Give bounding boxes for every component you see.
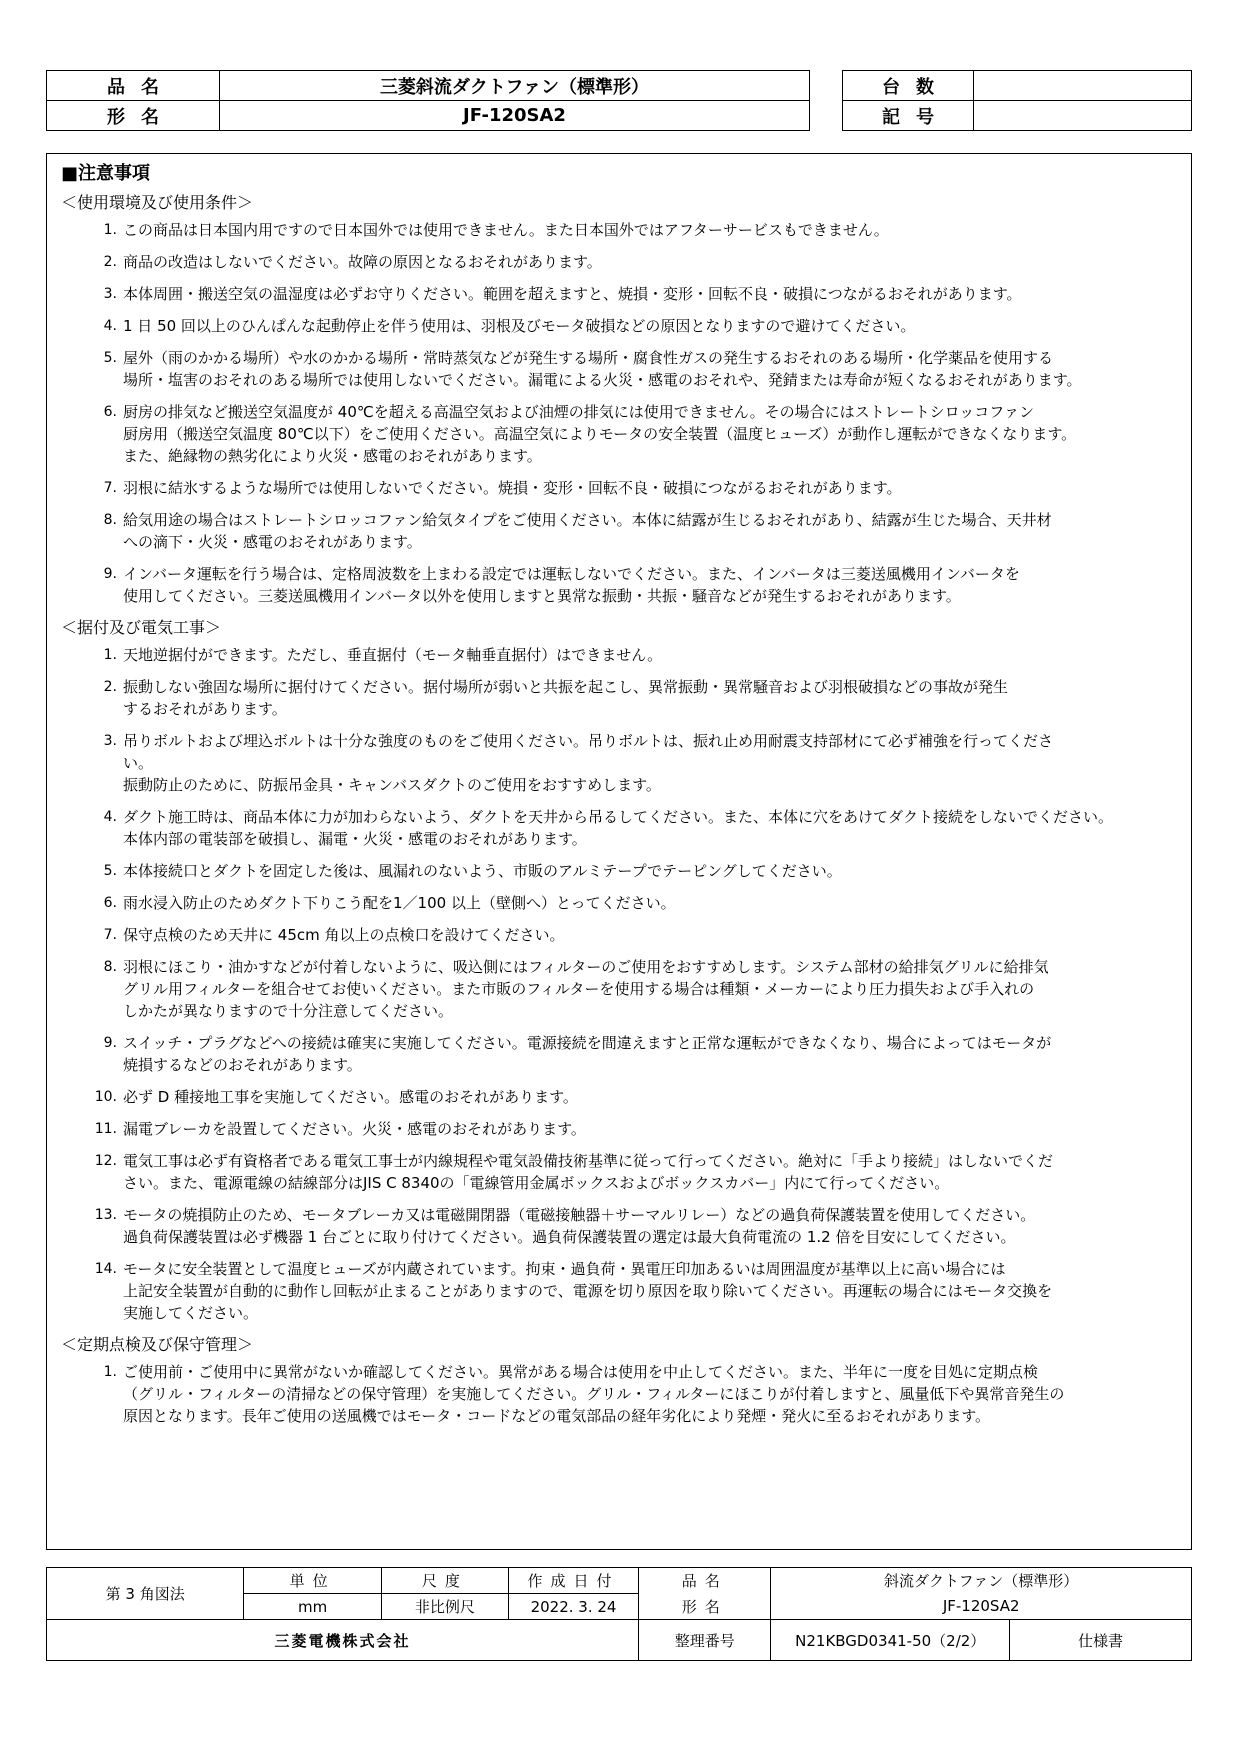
item-text-line: 実施してください。 — [123, 1304, 259, 1322]
item-number: 2. — [103, 254, 117, 270]
item-text-line: 場所・塩害のおそれのある場所では使用しないでください。漏電による火災・感電のおそれや、発錆または寿命が短くなるおそれがあります。 — [123, 371, 1082, 389]
list-item — [61, 1361, 1173, 1427]
item-number: 1. — [103, 222, 117, 238]
item-number: 1. — [103, 1364, 117, 1380]
product-name: 三菱斜流ダクトファン（標準形） — [220, 71, 810, 101]
item-text-line: い。 — [123, 754, 154, 772]
item-text-line: への滴下・火災・感電のおそれがあります。 — [123, 533, 422, 551]
list-item — [61, 676, 1173, 720]
notes-title: ■注意事項 — [61, 163, 151, 184]
company-name: 三菱電機株式会社 — [47, 1620, 639, 1661]
item-number: 14. — [94, 1261, 117, 1277]
item-text-line: 給気用途の場合はストレートシロッコファン給気タイプをご使用ください。本体に結露が生じるおそれがあり、結露が生じた場合、天井材 — [123, 511, 1052, 529]
item-text-line: 本体接続口とダクトを固定した後は、風漏れのないよう、市販のアルミテープでテーピングしてください。 — [123, 862, 842, 880]
model-label: 形名 — [47, 101, 220, 131]
item-text-line: 羽根にほこり・油かすなどが付着しないように、吸込側にはフィルターのご使用をおすすめします。システム部材の給排気グリルに給排気 — [123, 958, 1049, 976]
unit-value: mm — [244, 1594, 381, 1620]
item-number: 7. — [103, 480, 117, 496]
quantity-value — [974, 71, 1192, 101]
item-number: 9. — [103, 566, 117, 582]
header-table — [46, 70, 810, 131]
note-list — [61, 219, 1173, 607]
item-text-line: 雨水浸入防止のためダクト下りこう配を1／100 以上（壁側へ）とってください。 — [123, 894, 676, 912]
product-name-label: 品名 — [47, 71, 220, 101]
footer-model: JF-120SA2 — [771, 1594, 1192, 1620]
list-item — [61, 219, 1173, 241]
item-text-line: この商品は日本国内用ですので日本国外では使用できません。また日本国外ではアフターサービスもできません。 — [123, 221, 889, 239]
item-number: 8. — [103, 959, 117, 975]
list-item — [61, 730, 1173, 796]
item-number: 4. — [103, 809, 117, 825]
list-item — [61, 1150, 1173, 1194]
item-number: 7. — [103, 927, 117, 943]
item-text-line: モータに安全装置として温度ヒューズが内蔵されています。拘束・過負荷・異電圧印加あるいは周囲温度が基準以上に高い場合には — [123, 1260, 1006, 1278]
doc-type: 仕様書 — [1010, 1620, 1192, 1661]
symbol-value — [974, 101, 1192, 131]
list-item — [61, 892, 1173, 914]
footer-product-name: 斜流ダクトファン（標準形） — [771, 1568, 1192, 1594]
name-label: 品名 — [639, 1568, 771, 1594]
list-item — [61, 283, 1173, 305]
item-text-line: 屋外（雨のかかる場所）や水のかかる場所・常時蒸気などが発生する場所・腐食性ガスの発生するおそれのある場所・化学薬品を使用する — [123, 349, 1054, 367]
item-number: 3. — [103, 286, 117, 302]
item-number: 1. — [103, 647, 117, 663]
item-number: 6. — [103, 895, 117, 911]
item-text-line: 1 日 50 回以上のひんぱんな起動停止を伴う使用は、羽根及びモータ破損などの原因となりますので避けてください。 — [123, 317, 916, 335]
section-heading: ＜定期点検及び保守管理＞ — [61, 1335, 254, 1354]
item-number: 5. — [103, 863, 117, 879]
item-number: 4. — [103, 318, 117, 334]
footer-model-label: 形名 — [639, 1594, 771, 1620]
model-name: JF-120SA2 — [220, 101, 810, 131]
item-text-line: しかたが異なりますので十分注意してください。 — [123, 1002, 454, 1020]
list-item — [61, 1086, 1173, 1108]
item-number: 9. — [103, 1035, 117, 1051]
scale-label: 尺度 — [381, 1568, 508, 1594]
list-item — [61, 477, 1173, 499]
section-heading: ＜据付及び電気工事＞ — [61, 618, 222, 637]
list-item — [61, 956, 1173, 1022]
list-item — [61, 924, 1173, 946]
list-item — [61, 251, 1173, 273]
item-text-line: 本体周囲・搬送空気の温湿度は必ずお守りください。範囲を超えますと、焼損・変形・回転不良・破損につながるおそれがあります。 — [123, 285, 1022, 303]
item-text-line: グリル用フィルターを組合せてお使いください。また市販のフィルターを使用する場合は種類・メーカーにより圧力損失および手入れの — [123, 980, 1035, 998]
list-item — [61, 860, 1173, 882]
item-number: 8. — [103, 512, 117, 528]
list-item — [61, 806, 1173, 850]
title-block — [46, 1567, 1192, 1661]
item-text-line: 使用してください。三菱送風機用インバータ以外を使用しますと異常な振動・共振・騒音などが発生するおそれがあります。 — [123, 587, 961, 605]
item-text-line: 吊りボルトおよび埋込ボルトは十分な強度のものをご使用ください。吊りボルトは、振れ止め用耐震支持部材にて必ず補強を行ってくださ — [123, 732, 1054, 750]
note-list — [61, 1361, 1173, 1427]
item-text-line: 上記安全装置が自動的に動作し回転が止まることがありますので、電源を切り原因を取り除いてください。再運転の場合にはモータ交換を — [123, 1282, 1053, 1300]
scale-value: 非比例尺 — [381, 1594, 508, 1620]
unit-label: 単位 — [244, 1568, 381, 1594]
ref-label: 整理番号 — [639, 1620, 771, 1661]
note-list — [61, 644, 1173, 1324]
symbol-label: 記号 — [843, 101, 974, 131]
item-text-line: 厨房用（搬送空気温度 80℃以下）をご使用ください。高温空気によりモータの安全装置（温度ヒューズ）が動作し運転ができなくなります。 — [123, 425, 1077, 443]
item-text-line: ダクト施工時は、商品本体に力が加わらないよう、ダクトを天井から吊るしてください。また、本体に穴をあけてダクト接続をしないでください。 — [123, 808, 1114, 826]
list-item — [61, 1118, 1173, 1140]
item-text-line: ご使用前・ご使用中に異常がないか確認してください。異常がある場合は使用を中止してください。また、半年に一度を目処に定期点検 — [123, 1363, 1039, 1381]
item-number: 13. — [94, 1207, 117, 1223]
list-item — [61, 347, 1173, 391]
date-value: 2022. 3. 24 — [508, 1594, 638, 1620]
notes-box — [46, 153, 1192, 1550]
item-text-line: モータの焼損防止のため、モータブレーカ又は電磁開閉器（電磁接触器＋サーマルリレー）などの過負荷保護装置を使用してください。 — [123, 1206, 1036, 1224]
date-label: 作成日付 — [508, 1568, 638, 1594]
item-number: 12. — [94, 1153, 117, 1169]
item-text-line: 天地逆据付ができます。ただし、垂直据付（モータ軸垂直据付）はできません。 — [123, 646, 663, 664]
list-item — [61, 1204, 1173, 1248]
item-text-line: （グリル・フィルターの清掃などの保守管理）を実施してください。グリル・フィルターにほこりが付着しますと、風量低下や異常音発生の — [123, 1385, 1065, 1403]
item-number: 6. — [103, 404, 117, 420]
section-heading: ＜使用環境及び使用条件＞ — [61, 193, 254, 212]
item-text-line: 必ず D 種接地工事を実施してください。感電のおそれがあります。 — [123, 1088, 578, 1106]
item-text-line: 漏電ブレーカを設置してください。火災・感電のおそれがあります。 — [123, 1120, 586, 1138]
item-text-line: 保守点検のため天井に 45cm 角以上の点検口を設けてください。 — [123, 926, 565, 944]
item-text-line: 振動しない強固な場所に据付けてください。据付場所が弱いと共振を起こし、異常振動・異常騒音および羽根破損などの事故が発生 — [123, 678, 1009, 696]
item-text-line: 原因となります。長年ご使用の送風機ではモータ・コードなどの電気部品の経年劣化により発煙・発火に至るおそれがあります。 — [123, 1407, 991, 1425]
item-text-line: 商品の改造はしないでください。故障の原因となるおそれがあります。 — [123, 253, 602, 271]
ref-number: N21KBGD0341-50（2/2） — [771, 1620, 1010, 1661]
list-item — [61, 509, 1173, 553]
notes-sections — [61, 192, 1173, 1427]
item-text-line: 振動防止のために、防振吊金具・キャンバスダクトのご使用をおすすめします。 — [123, 776, 661, 794]
item-number: 11. — [94, 1121, 117, 1137]
item-text-line: 羽根に結氷するような場所では使用しないでください。焼損・変形・回転不良・破損につながるおそれがあります。 — [123, 479, 902, 497]
item-text-line: また、絶縁物の熱劣化により火災・感電のおそれがあります。 — [123, 447, 542, 465]
item-text-line: 過負荷保護装置は必ず機器 1 台ごとに取り付けてください。過負荷保護装置の選定は最大負荷電流の 1.2 倍を目安にしてください。 — [123, 1228, 1016, 1246]
item-text-line: するおそれがあります。 — [123, 700, 287, 718]
list-item — [61, 1032, 1173, 1076]
item-text-line: スイッチ・プラグなどへの接続は確実に実施してください。電源接続を間違えますと正常な運転ができなくなり、場合によってはモータが — [123, 1034, 1052, 1052]
item-text-line: インバータ運転を行う場合は、定格周波数を上まわる設定では運転しないでください。また、インバータは三菱送風機用インバータを — [123, 565, 1020, 583]
item-text-line: 焼損するなどのおそれがあります。 — [123, 1056, 362, 1074]
item-text-line: さい。また、電源電線の結線部分はJIS C 8340の「電線管用金属ボックスおよびボックスカバー」内にて行ってください。 — [123, 1174, 950, 1192]
item-number: 3. — [103, 733, 117, 749]
item-number: 10. — [94, 1089, 117, 1105]
list-item — [61, 644, 1173, 666]
quantity-label: 台数 — [843, 71, 974, 101]
quantity-table — [842, 70, 1192, 131]
list-item — [61, 401, 1173, 467]
item-number: 5. — [103, 350, 117, 366]
list-item — [61, 563, 1173, 607]
projection-method: 第 3 角図法 — [47, 1568, 244, 1620]
item-number: 2. — [103, 679, 117, 695]
list-item — [61, 1258, 1173, 1324]
item-text-line: 電気工事は必ず有資格者である電気工事士が内線規程や電気設備技術基準に従って行ってください。絶対に「手より接続」はしないでくだ — [123, 1152, 1054, 1170]
item-text-line: 本体内部の電装部を破損し、漏電・火災・感電のおそれがあります。 — [123, 830, 587, 848]
list-item — [61, 315, 1173, 337]
item-text-line: 厨房の排気など搬送空気温度が 40℃を超える高温空気および油煙の排気には使用できません。その場合にはストレートシロッコファン — [123, 403, 1035, 421]
